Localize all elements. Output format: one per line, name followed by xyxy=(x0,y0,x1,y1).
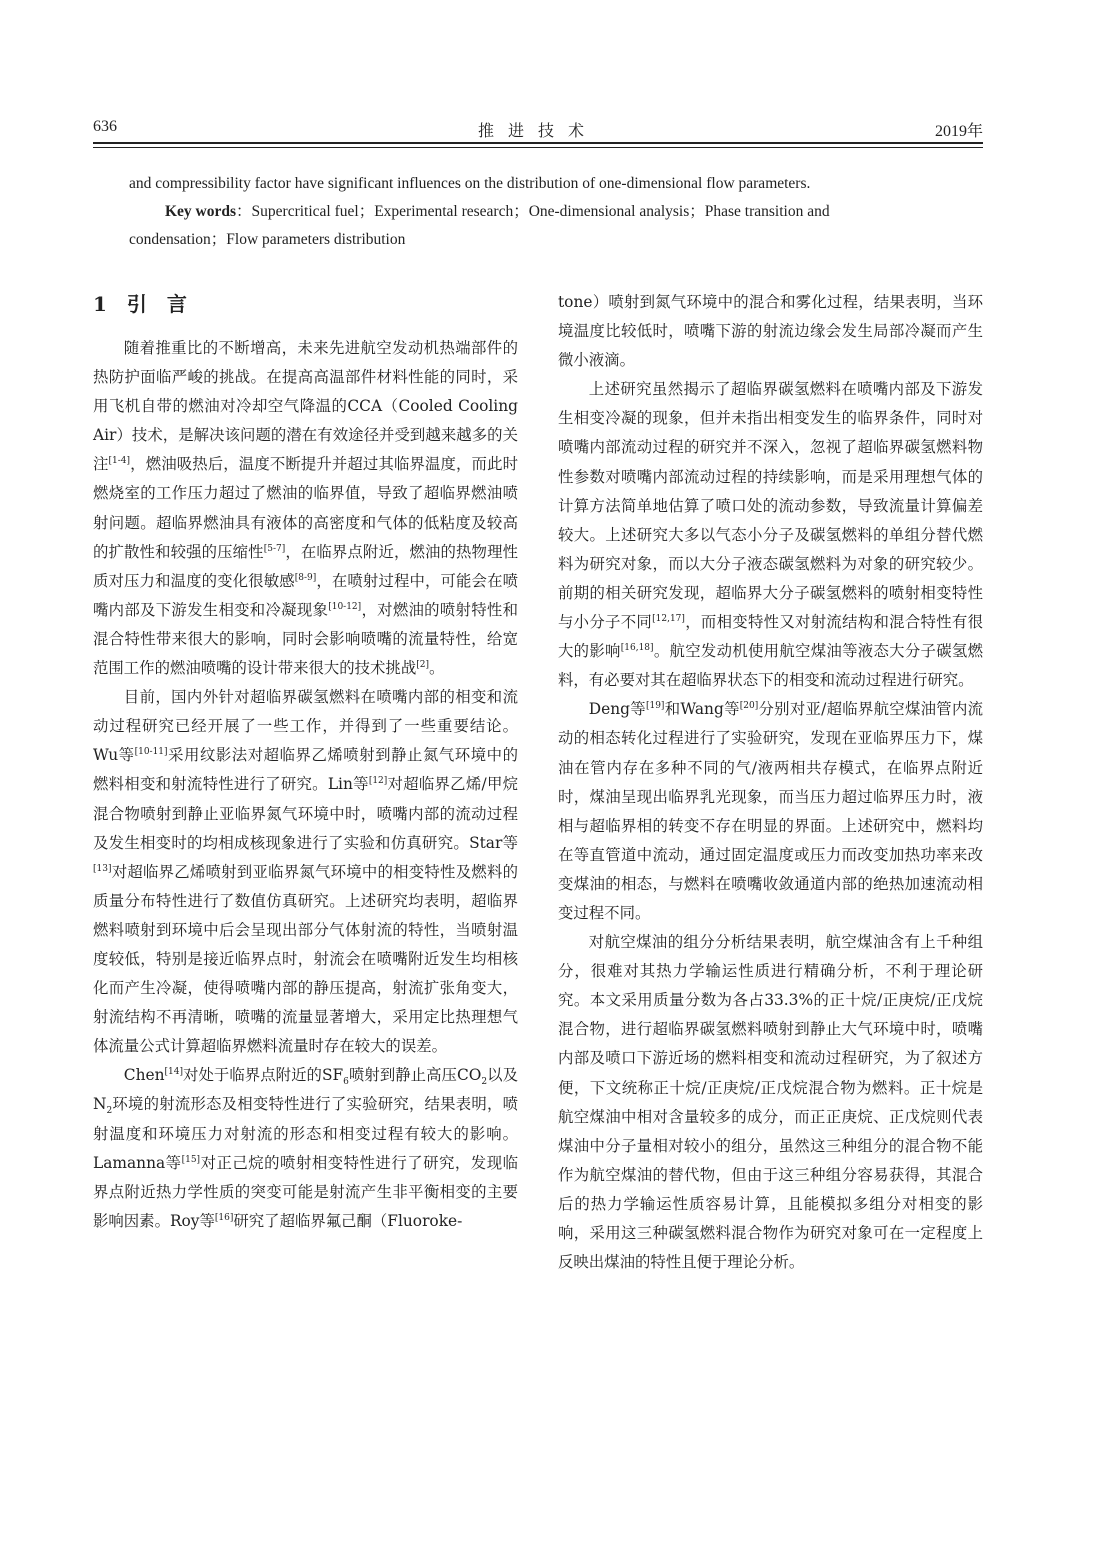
paragraph: 随着推重比的不断增高，未来先进航空发动机热端部件的热防护面临严峻的挑战。在提高高温部件材料性能的同时，采用飞机自带的燃油对冷却空气降温的CCA（Cooled Cooling Air）技术，是解决该问题的潜在有效途径并受到越来越多的关注[1-4]，燃油吸热后，温度不断提升并超过其临界温度，而此时燃烧室的工作压力超过了燃油的临界值，导致了超临界燃油喷射问题。超临界燃油具有液体的高密度和气体的低粘度及较高的扩散性和较强的压缩性[5-7]，在临界点附近，燃油的热物理性质对压力和温度的变化很敏感[8-9]，在喷射过程中，可能会在喷嘴内部及下游发生相变和冷凝现象[10-12]，对燃油的喷射特性和混合特性带来很大的影响，同时会影响喷嘴的流量特性，给宽范围工作的燃油喷嘴的设计带来很大的技术挑战[2]。 xyxy=(93,339,518,678)
header-rule-thin xyxy=(93,147,983,148)
citation: [19] xyxy=(645,701,665,712)
paragraph: Chen[14]对处于临界点附近的$SF_6$喷射到静止高压$CO_2$以及$N_2$环境的射流形态及相变特性进行了实验研究，结果表明，喷射温度和环境压力对射流的形态和相变过程有较大的影响。Lamanna等[15]对正己烷的喷射相变特性进行了研究，发现临界点附近热力学性质的突变可能是射流产生非平衡相变的主要影响因素。Roy等[16]研究了超临界氟己酮（Fluoroke- xyxy=(93,1066,518,1230)
paragraph: 目前，国内外针对超临界碳氢燃料在喷嘴内部的相变和流动过程研究已经开展了一些工作，并得到了一些重要结论。Wu等[10-11]采用纹影法对超临界乙烯喷射到静止氮气环境中的燃料相变和射流特性进行了研究。Lin等[12]对超临界乙烯/甲烷混合物喷射到静止亚临界氮气环境中时，喷嘴内部的流动过程及发生相变时的均相成核现象进行了实验和仿真研究。Star等[13]对超临界乙烯喷射到亚临界氮气环境中的相变特性及燃料的质量分布特性进行了数值仿真研究。上述研究均表明，超临界燃料喷射到环境中后会呈现出部分气体射流的特性，当喷射温度较低，特别是接近临界点时，射流会在喷嘴附近发生均相核化而产生冷凝，使得喷嘴内部的静压提高，射流扩张角变大，射流结构不再清晰，喷嘴的流量显著增大，采用定比热理想气体流量公式计算超临界燃料流量时存在较大的误差。 xyxy=(93,688,518,1056)
citation: [20] xyxy=(739,701,759,712)
citation: [8-9] xyxy=(294,572,317,583)
paragraph: tone）喷射到氮气环境中的混合和雾化过程，结果表明，当环境温度比较低时，喷嘴下游的射流边缘会发生局部冷凝而产生微小液滴。 xyxy=(558,293,983,370)
section-heading xyxy=(93,288,518,320)
citation: [13] xyxy=(93,863,112,874)
citation: [10-11] xyxy=(134,747,168,758)
citation: [14] xyxy=(164,1067,183,1078)
header-rule-thick xyxy=(93,142,983,144)
citation: [1-4] xyxy=(108,456,131,467)
section-title-part2: 言 xyxy=(166,292,189,316)
section-number: 1 xyxy=(93,292,109,316)
section-title-part1: 引 xyxy=(126,292,149,316)
page-number: 636 xyxy=(93,118,117,135)
citation: [16,18] xyxy=(620,643,654,654)
paragraph: 对航空煤油的组分分析结果表明，航空煤油含有上千种组分，很难对其热力学输运性质进行精确分析，不利于理论研究。本文采用质量分数为各占33.3%的正十烷/正庚烷/正戊烷混合物，进行超临界碳氢燃料喷射到静止大气环境中时，喷嘴内部及喷口下游近场的燃料相变和流动过程研究，为了叙述方便，下文统称正十烷/正庚烷/正戊烷混合物为燃料。正十烷是航空煤油中相对含量较多的成分，而正正庚烷、正戊烷则代表煤油中分子量相对较小的组分，虽然这三种组分的混合物不能作为航空煤油的替代物，但由于这三种组分容易获得，其混合后的热力学输运性质容易计算，且能模拟多组分对相变的影响，采用这三种碳氢燃料混合物作为研究对象可在一定程度上反映出煤油的特性且便于理论分析。 xyxy=(558,933,983,1272)
citation: [15] xyxy=(181,1154,201,1165)
citation: [2] xyxy=(416,660,429,671)
abstract-tail: and compressibility factor have significant influences on the distribution of one-dimensional flow parameters. xyxy=(129,175,811,192)
paragraph: 上述研究虽然揭示了超临界碳氢燃料在喷嘴内部及下游发生相变冷凝的现象，但并未指出相变发生的临界条件，同时对喷嘴内部流动过程的研究并不深入，忽视了超临界碳氢燃料物性参数对喷嘴内部流动过程的持续影响，而是采用理想气体的计算方法简单地估算了喷口处的流动参数，导致流量计算偏差较大。上述研究大多以气态小分子及碳氢燃料的单组分替代燃料为研究对象，而以大分子液态碳氢燃料为对象的研究较少。前期的相关研究发现，超临界大分子碳氢燃料的喷射相变特性与小分子不同[12,17]，而相变特性又对射流结构和混合特性有很大的影响[16,18]。航空发动机使用航空煤油等液态大分子碳氢燃料，有必要对其在超临界状态下的相变和流动过程进行研究。 xyxy=(558,380,983,690)
paragraph: Deng等[19]和Wang等[20]分别对亚/超临界航空煤油管内流动的相态转化过程进行了实验研究，发现在亚临界压力下，煤油在管内存在多种不同的气/液两相共存模式，在临界点附近时，煤油呈现出临界乳光现象，而当压力超过临界压力时，液相与超临界相的转变不存在明显的界面。上述研究中，燃料均在等直管道中流动，通过固定温度或压力而改变加热功率来改变煤油的相态，与燃料在喷嘴收敛通道内部的绝热加速流动相变过程不同。 xyxy=(558,700,984,922)
publication-year: 2019年 xyxy=(934,123,983,140)
citation: [12,17] xyxy=(652,614,685,625)
citation: [5-7] xyxy=(263,543,286,554)
keywords-continued: condensation；Flow parameters distribution xyxy=(129,231,406,248)
citation: [12] xyxy=(368,776,388,787)
keywords-label: Key words xyxy=(165,203,237,220)
left-column xyxy=(93,288,518,1236)
right-column xyxy=(558,288,983,1277)
journal-title: 推进技术 xyxy=(477,123,598,140)
keywords-text: ：Supercritical fuel；Experimental research；One-dimensional analysis；Phase transition and xyxy=(236,203,830,220)
citation: [16] xyxy=(214,1212,234,1223)
keywords-line xyxy=(129,198,983,226)
citation: [10-12] xyxy=(328,601,362,612)
running-header xyxy=(93,118,983,138)
